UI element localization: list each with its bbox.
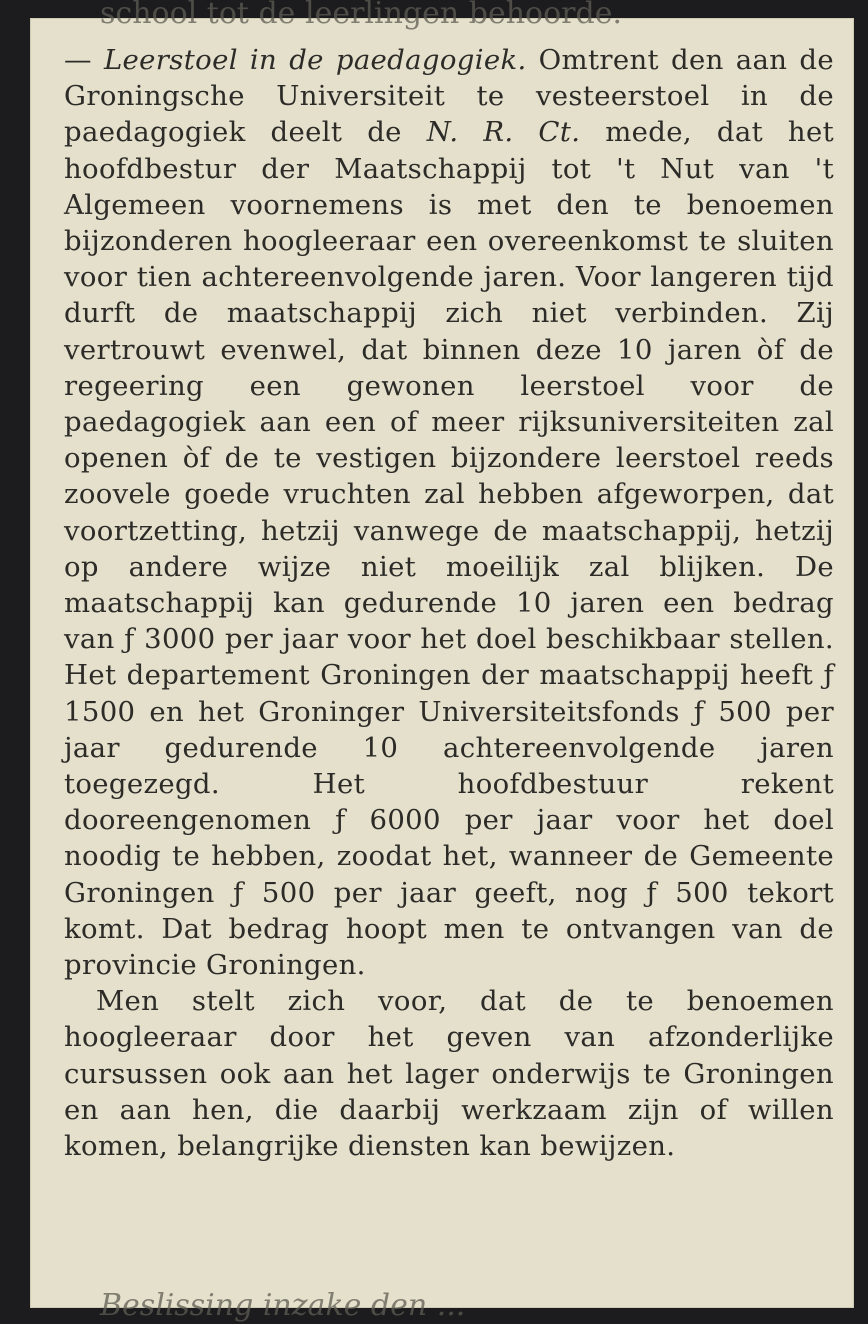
newspaper-clipping <box>30 0 854 1323</box>
source-abbreviation: N. R. Ct. <box>426 116 606 149</box>
paragraph-2: Men stelt zich voor, dat de te benoemen hoogleeraar door het geven van afzonderlijke cursussen ook aan het lager onderwijs te Groningen en aan hen, die daarbij werkzaam zijn of willen komen, belangrijke diensten kan bewijzen. <box>64 985 834 1163</box>
paragraph-1-text-a: Omtrent den aan de Groningsche Universiteit te vesteerstoel in de paedagogiek deelt de <box>64 44 834 149</box>
em-dash: — <box>64 44 104 76</box>
cut-off-top-line: school tot de leerlingen behoorde. <box>100 0 622 31</box>
article-heading: Leerstoel in de paedagogiek. <box>103 44 539 76</box>
cut-off-bottom-line: Beslissing inzake den ... <box>100 1288 466 1323</box>
paragraph-1-text-b: mede, dat het hoofdbestur der Maatschappij tot 't Nut van 't Algemeen voornemens is met den te benoemen bijzonderen hoogleeraar een overeenkomst te sluiten voor tien achtereenvolgende jaren. Voor langeren tijd durft de maatschappij zich niet verbinden. Zij vertrouwt evenwel, dat binnen deze 10 jaren òf de regeering een gewonen leerstoel voor de paedagogiek aan een of meer rijksuniversiteiten zal openen òf de te vestigen bijzondere leerstoel reeds zoovele goede vruchten zal hebben afgeworpen, dat voortzetting, hetzij vanwege de maatschappij, hetzij op andere wijze niet moeilijk zal blijken. De maatschappij kan gedurende 10 jaren een bedrag van ƒ 3000 per jaar voor het doel beschikbaar stellen. Het departement Groningen der maatschappij heeft ƒ 1500 en het Groninger Universiteitsfonds ƒ 500 per jaar gedurende 10 achtereenvolgende jaren toegezegd. Het hoofdbestuur rekent dooreengenomen ƒ 6000 per jaar voor het doel noodig te hebben, zoodat het, wanneer de Gemeente Groningen ƒ 500 per jaar geeft, nog ƒ 500 tekort komt. Dat bedrag hoopt men te ontvangen van de provincie Groningen. <box>64 116 834 982</box>
paragraph-1 <box>64 42 834 983</box>
article-body <box>64 42 834 1164</box>
